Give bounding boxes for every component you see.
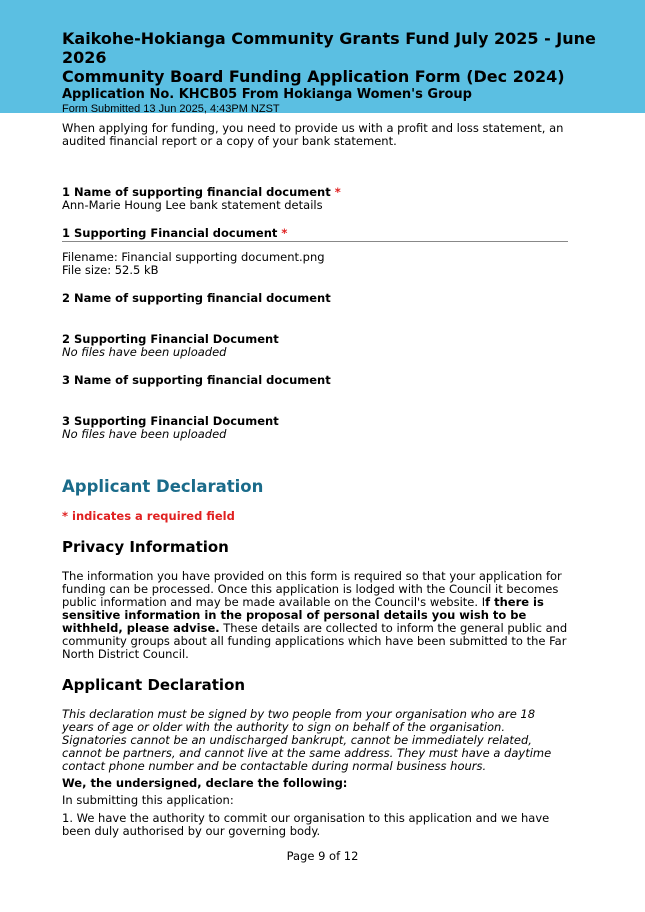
in-submitting-text: In submitting this application: [62, 793, 234, 807]
doc2-file-value: No files have been uploaded [62, 345, 227, 359]
doc2-name-value [62, 305, 568, 318]
required-field-note: * indicates a required field [62, 509, 235, 523]
form-title-line-1: Kaikohe-Hokianga Community Grants Fund July 2025 - June 2026 [62, 29, 596, 67]
intro-text: When applying for funding, you need to provide us with a profit and loss statement, an audited financial report or a copy of your bank statement. [62, 121, 564, 148]
form-title-line-2: Community Board Funding Application Form (Dec 2024) [62, 67, 565, 86]
privacy-title: Privacy Information [62, 538, 229, 556]
doc3-name-value [62, 387, 568, 400]
doc1-name-value: Ann-Marie Houng Lee bank statement details [62, 198, 323, 212]
required-asterisk: * [334, 185, 341, 199]
privacy-text-bold: f there is sensitive information in the proposal of personal details you wish to be withheld, please advise. [62, 595, 544, 635]
doc3-file-label: 3 Supporting Financial Document [62, 414, 279, 428]
declaration-subtitle: Applicant Declaration [62, 676, 246, 694]
doc1-file-label: 1 Supporting Financial document * [62, 227, 568, 242]
doc2-file-label: 2 Supporting Financial Document [62, 332, 279, 346]
required-asterisk: * [281, 226, 288, 240]
submission-timestamp: Form Submitted 13 Jun 2025, 4:43PM NZST [62, 103, 280, 115]
declaration-point-1: 1. We have the authority to commit our organisation to this application and we have been duly authorised by our governing body. [62, 811, 550, 838]
form-title [62, 29, 625, 86]
application-number: Application No. KHCB05 From Hokianga Women's Group [62, 87, 472, 102]
page-number: Page 9 of 12 [286, 849, 359, 863]
doc2-name-label: 2 Name of supporting financial document [62, 291, 331, 305]
doc3-file-value: No files have been uploaded [62, 427, 227, 441]
form-header [0, 0, 645, 113]
declare-heading: We, the undersigned, declare the following: [62, 776, 348, 790]
doc1-name-label: 1 Name of supporting financial document * [62, 185, 341, 199]
doc1-filename: Filename: Financial supporting document.png [62, 250, 325, 264]
declaration-instructions: This declaration must be signed by two people from your organisation who are 18 years of age or older with the authority to sign on behalf of the organisation. Signatories cannot be an undischarged bankrupt, cannot be immediately related, cannot be partners, and cannot live at the same address. They must have a daytime contact phone number and be contactable during normal business hours. [62, 707, 552, 773]
privacy-text: The information you have provided on this form is required so that your application for funding can be processed. Once this application is lodged with the Council it becomes public information and may be made available on the Council's website. If there is sensitive information in the proposal of personal details you wish to be withheld, please advise. These details are collected to inform the general public and community groups about all funding applications which have been submitted to the Far North District Council. [62, 569, 568, 661]
section-title-declaration: Applicant Declaration [62, 477, 264, 496]
doc1-filesize: File size: 52.5 kB [62, 263, 159, 277]
doc3-name-label: 3 Name of supporting financial document [62, 373, 331, 387]
form-content [62, 122, 568, 838]
